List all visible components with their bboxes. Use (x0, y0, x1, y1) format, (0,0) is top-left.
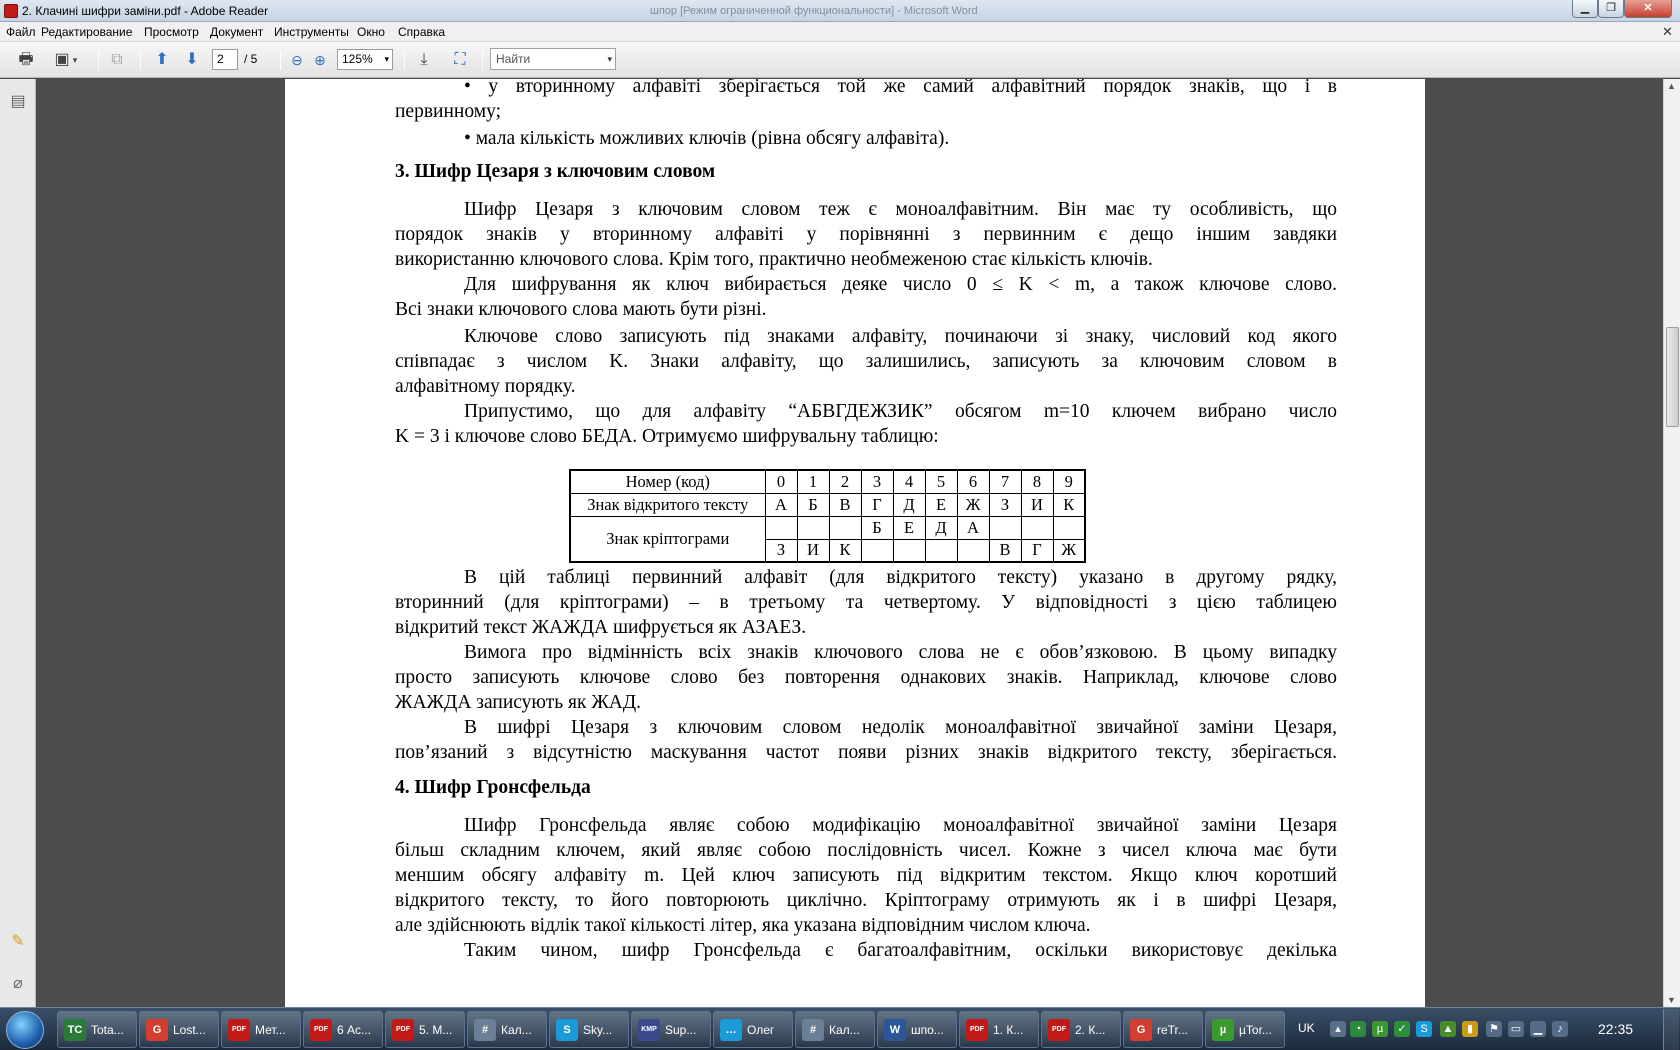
taskbar-app-icon: # (802, 1019, 824, 1041)
taskbar-app-icon: W (884, 1019, 906, 1041)
table-cell: Е (925, 493, 957, 516)
text-line: K = 3 і ключове слово БЕДА. Отримуємо шифрувальну таблицю: (395, 426, 939, 447)
table-crypto-label: Знак кріптограми (570, 516, 765, 562)
scroll-up-icon[interactable]: ▲ (1667, 81, 1676, 91)
table-cell: Ж (1053, 539, 1085, 562)
taskbar-button-label: шпо... (911, 1023, 944, 1037)
table-cell: 9 (1053, 470, 1085, 493)
menu-view[interactable]: Просмотр (144, 25, 199, 39)
taskbar-button-label: Олег (747, 1023, 775, 1037)
tray-gpu-icon[interactable]: ▲ (1440, 1021, 1456, 1037)
adobe-reader-icon (4, 4, 18, 18)
table-plain-label: Знак відкритого тексту (570, 493, 765, 516)
taskbar-button[interactable] (959, 1011, 1039, 1048)
taskbar-button[interactable] (303, 1011, 383, 1048)
close-document-icon[interactable]: ✕ (1662, 24, 1673, 39)
table-cell: 8 (1021, 470, 1053, 493)
taskbar-button[interactable] (631, 1011, 711, 1048)
bullet-line: • у вторинному алфавіті зберігається той же самий алфавітний порядок знаків, що і в (464, 79, 1337, 97)
taskbar-button[interactable] (1041, 1011, 1121, 1048)
tray-security-icon[interactable]: ✓ (1394, 1021, 1410, 1037)
window-title: 2. Клачині шифри заміни.pdf - Adobe Reader (22, 4, 269, 18)
table-cell: 1 (797, 470, 829, 493)
table-cell (989, 516, 1021, 539)
toolbar (0, 42, 1680, 78)
navigation-panel (0, 79, 36, 1007)
text-line: Шифр Гронсфельда являє собою модифікацію моноалфавітної звичайної заміни Цезаря (464, 815, 1337, 836)
tray-expand-icon[interactable]: ▴ (1330, 1021, 1346, 1037)
text-line: Для шифрування як ключ вибирається деяке число 0 ≤ K < m, а також ключове слово. (464, 274, 1337, 295)
tray-skype-icon[interactable]: S (1416, 1021, 1432, 1037)
taskbar-button-label: 1. К... (993, 1023, 1024, 1037)
taskbar-button-label: µTor... (1239, 1023, 1272, 1037)
text-line: В шифрі Цезаря з ключовим словом недолік моноалфавітної звичайної заміни Цезаря, (464, 717, 1337, 738)
comments-icon[interactable]: ✎ (11, 933, 25, 950)
language-indicator[interactable]: UK (1298, 1021, 1315, 1035)
taskbar-app-icon: … (720, 1019, 742, 1041)
zoom-in-icon[interactable]: ⊕ (314, 52, 326, 68)
taskbar-button[interactable] (549, 1011, 629, 1048)
table-cell (797, 516, 829, 539)
title-bar (0, 0, 1680, 22)
text-line: меншим обсягу алфавіту m. Цей ключ записують під відкритим текстом. Якщо ключ коротший (395, 865, 1337, 886)
menu-document[interactable]: Документ (210, 25, 264, 39)
text-line: Шифр Цезаря з ключовим словом теж є моноалфавітним. Він має ту особливість, що (464, 199, 1337, 220)
table-cell: К (829, 539, 861, 562)
save-dropdown-icon[interactable]: ▾ (72, 55, 78, 65)
taskbar-app-icon: PDF (228, 1019, 250, 1041)
table-row-crypto-1 (570, 516, 1085, 539)
fit-width-icon[interactable]: ⛶ (454, 51, 466, 68)
taskbar-app-icon: PDF (310, 1019, 332, 1041)
text-line: але здійснюють відлік такої кількості літер, яка указана відповідним числом ключа. (395, 915, 1091, 936)
taskbar-button[interactable] (1205, 1011, 1285, 1048)
table-cell (1053, 516, 1085, 539)
text-line: використанню ключового слова. Крім того, практично необмеженою стає кількість ключів. (395, 249, 1153, 270)
background-window-title: шпор [Режим ограниченной функциональности] - Microsoft Word (650, 5, 978, 17)
find-dropdown-icon: ▾ (607, 54, 612, 64)
text-line: Припустимо, що для алфавіту “АБВГДЕЖЗИК” обсягом m=10 ключем вибрано число (464, 401, 1337, 422)
text-line: Всі знаки ключового слова мають бути різні. (395, 299, 767, 320)
text-line: вторинний (для кріптограми) – в третьому та четвертому. У відповідності з цією таблицею (395, 592, 1337, 613)
tray-signal-icon[interactable]: ▁ (1530, 1021, 1546, 1037)
taskbar-app-icon: µ (1212, 1019, 1234, 1041)
start-button[interactable] (6, 1011, 44, 1049)
table-cell: А (765, 493, 797, 516)
text-line: В цій таблиці первинний алфавіт (для відкритого тексту) указано в другому рядку, (464, 567, 1337, 588)
taskbar-button[interactable] (795, 1011, 875, 1048)
save-icon[interactable]: ▣ (54, 51, 70, 68)
taskbar-button[interactable] (221, 1011, 301, 1048)
table-row-numbers (570, 470, 1085, 493)
zoom-out-icon[interactable]: ⊖ (291, 52, 303, 68)
share-icon[interactable]: ⧉ (111, 51, 123, 68)
text-line: співпадає з числом K. Знаки алфавіту, що залишились, записують за ключовим словом в (395, 351, 1337, 372)
taskbar-button[interactable] (1123, 1011, 1203, 1048)
taskbar-button[interactable] (385, 1011, 465, 1048)
taskbar-app-icon: KMP (638, 1019, 660, 1041)
taskbar-app-icon: G (1130, 1019, 1152, 1041)
page-number-input[interactable]: 2 (212, 49, 238, 70)
table-cell: И (797, 539, 829, 562)
minimize-button[interactable]: ▁ (1572, 0, 1598, 18)
table-header-label: Номер (код) (570, 470, 765, 493)
taskbar-button-label: Sky... (583, 1023, 613, 1037)
taskbar-button[interactable] (713, 1011, 793, 1048)
tray-flag-icon[interactable]: ⚑ (1486, 1021, 1502, 1037)
table-cell: 5 (925, 470, 957, 493)
table-cell: И (1021, 493, 1053, 516)
section-heading-4: 4. Шифр Гронсфельда (395, 777, 591, 798)
tray-display-icon[interactable]: ▭ (1508, 1021, 1524, 1037)
cipher-table (569, 469, 1086, 563)
taskbar-button-label: Sup... (665, 1023, 697, 1037)
page-total: / 5 (244, 52, 258, 66)
bullet-line: • мала кількість можливих ключів (рівна обсягу алфавіта). (464, 128, 950, 149)
text-line: відкритий текст ЖАЖДА шифрується як АЗАЕЗ. (395, 617, 807, 638)
menu-window[interactable]: Окно (357, 25, 385, 39)
table-cell: Ж (957, 493, 989, 516)
table-cell (765, 516, 797, 539)
tray-battery-icon[interactable]: ▮ (1462, 1021, 1478, 1037)
table-cell: 0 (765, 470, 797, 493)
close-button[interactable]: ✕ (1624, 0, 1672, 18)
table-cell: В (989, 539, 1021, 562)
taskbar (0, 1007, 1680, 1050)
table-cell (1021, 516, 1053, 539)
tray-volume-icon[interactable]: ♪ (1552, 1021, 1568, 1037)
pages-panel-icon[interactable]: ▤ (10, 93, 26, 110)
taskbar-app-icon: G (146, 1019, 168, 1041)
maximize-button[interactable]: ❐ (1598, 0, 1624, 18)
find-input[interactable] (490, 48, 616, 70)
taskbar-button-label: Lost... (173, 1023, 206, 1037)
zoom-dropdown-icon: ▾ (384, 54, 389, 64)
attachments-icon[interactable]: ⌀ (13, 975, 23, 992)
taskbar-button[interactable] (139, 1011, 219, 1048)
table-cell: 4 (893, 470, 925, 493)
show-desktop-button[interactable] (1663, 1009, 1679, 1050)
text-line: просто записують ключове слово без повторення однакових знаків. Наприклад, ключове слово (395, 667, 1337, 688)
taskbar-app-icon: TC (64, 1019, 86, 1041)
text-line: ЖАЖДА записують як ЖАД. (395, 692, 642, 713)
tray-utorrent-icon[interactable]: µ (1372, 1021, 1388, 1037)
document-area (37, 79, 1663, 1007)
table-cell: 2 (829, 470, 861, 493)
text-line: пов’язаний з відсутністю маскування частот появи різних знаків відкритого тексту, зберігається. (395, 742, 1337, 763)
menu-bar (0, 22, 1680, 42)
table-cell: Д (893, 493, 925, 516)
zoom-select[interactable] (337, 49, 393, 70)
taskbar-button-label: Кал... (829, 1023, 860, 1037)
taskbar-app-icon: # (474, 1019, 496, 1041)
table-cell: 7 (989, 470, 1021, 493)
table-cell: Д (925, 516, 957, 539)
section-heading-3: 3. Шифр Цезаря з ключовим словом (395, 161, 716, 182)
table-cell: К (1053, 493, 1085, 516)
tray-network-icon[interactable]: ◔ (1350, 1021, 1366, 1037)
table-cell: Г (1021, 539, 1053, 562)
text-line: відкритого тексту, то його повторюють циклічно. Кріптограму отримують як і в шифрі Цезаря, (395, 890, 1337, 911)
menu-file[interactable]: Файл (6, 25, 36, 39)
taskbar-app-icon: PDF (392, 1019, 414, 1041)
pdf-page (285, 79, 1425, 1007)
text-line: Вимога про відмінність всіх знаків ключового слова не є обов’язковою. В цьому випадку (464, 642, 1337, 663)
vertical-scrollbar[interactable] (1663, 79, 1680, 1007)
text-line: Ключове слово записують під знаками алфавіту, починаючи зі знаку, числовий код якого (464, 326, 1337, 347)
fit-page-icon[interactable]: ⤓ (420, 51, 428, 68)
menu-help[interactable]: Справка (398, 25, 446, 39)
menu-edit[interactable]: Редактирование (41, 25, 133, 39)
taskbar-button[interactable] (57, 1011, 137, 1048)
taskbar-button-label: reTr... (1157, 1023, 1188, 1037)
taskbar-button-label: 6 Ас... (337, 1023, 372, 1037)
taskbar-button-label: Мет... (255, 1023, 286, 1037)
print-icon[interactable]: 🖶 (18, 51, 34, 68)
table-cell (925, 539, 957, 562)
previous-page-icon[interactable]: ⬆ (155, 51, 169, 68)
taskbar-button[interactable] (467, 1011, 547, 1048)
table-cell: А (957, 516, 989, 539)
taskbar-button-label: 5. М... (419, 1023, 453, 1037)
table-cell: 3 (861, 470, 893, 493)
table-cell (893, 539, 925, 562)
taskbar-app-icon: PDF (966, 1019, 988, 1041)
text-line: первинному; (395, 101, 501, 122)
text-line: алфавітному порядку. (395, 376, 576, 397)
table-cell: Б (797, 493, 829, 516)
table-cell: Е (893, 516, 925, 539)
table-cell: Г (861, 493, 893, 516)
table-cell: Б (861, 516, 893, 539)
scrollbar-thumb[interactable] (1666, 327, 1679, 427)
zoom-value: 125% (342, 52, 373, 66)
taskbar-button-label: 2. К... (1075, 1023, 1106, 1037)
table-cell (829, 516, 861, 539)
table-row-plain (570, 493, 1085, 516)
table-cell: В (829, 493, 861, 516)
clock[interactable]: 22:35 (1598, 1021, 1634, 1037)
taskbar-app-icon: S (556, 1019, 578, 1041)
scroll-down-icon[interactable]: ▼ (1667, 995, 1676, 1005)
taskbar-button-label: Tota... (91, 1023, 124, 1037)
taskbar-button[interactable] (877, 1011, 957, 1048)
table-cell (957, 539, 989, 562)
text-line: порядок знаків у вторинному алфавіті у порівнянні з первинним є дещо іншим завдяки (395, 224, 1337, 245)
taskbar-app-icon: PDF (1048, 1019, 1070, 1041)
table-cell: З (989, 493, 1021, 516)
taskbar-button-label: Кал... (501, 1023, 532, 1037)
text-line: Таким чином, шифр Гронсфельда є багатоалфавітним, оскільки використовує декілька (464, 940, 1337, 961)
table-cell (861, 539, 893, 562)
menu-tools[interactable]: Инструменты (274, 25, 349, 39)
table-cell: З (765, 539, 797, 562)
find-placeholder: Найти (496, 52, 531, 66)
table-cell: 6 (957, 470, 989, 493)
next-page-icon[interactable]: ⬇ (185, 51, 199, 68)
text-line: більш складним ключем, який являє собою послідовність чисел. Кожне з чисел ключа має бути (395, 840, 1337, 861)
